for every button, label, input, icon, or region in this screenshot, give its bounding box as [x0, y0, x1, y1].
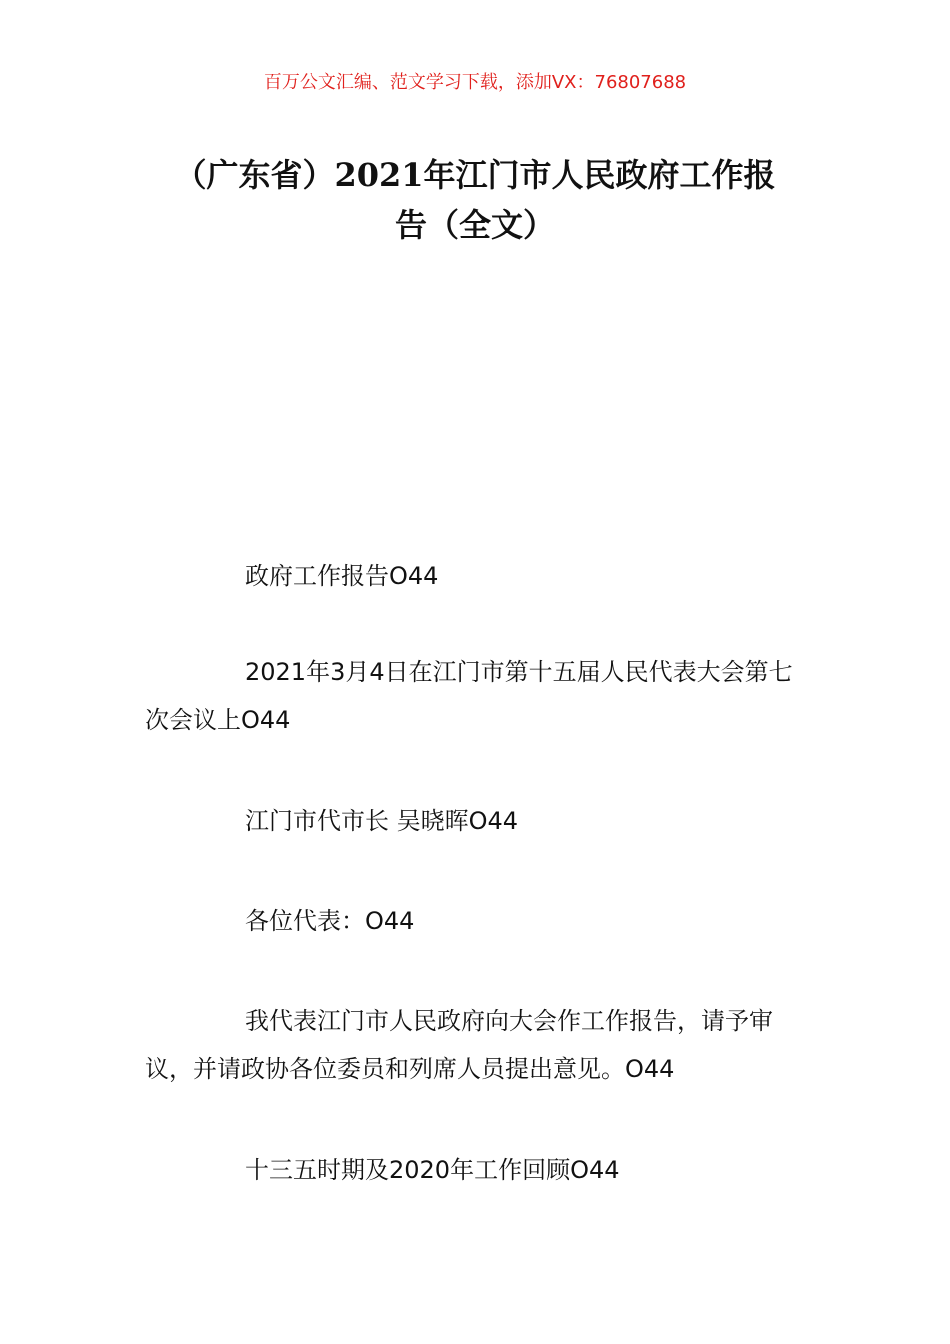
paragraph-speaker: 江门市代市长 吴晓晖O44: [245, 807, 519, 835]
paragraph-opening: 我代表江门市人民政府向大会作工作报告，请予审议，并请政协各位委员和列席人员提出意见。O44: [145, 1007, 773, 1083]
paragraph-section-review: 十三五时期及2020年工作回顾O44: [245, 1156, 620, 1184]
paragraph-meeting-date: 2021年3月4日在江门市第十五届人民代表大会第七次会议上O44: [145, 658, 793, 734]
document-title-line-2: 告（全文）: [394, 206, 555, 244]
paragraph-salutation: 各位代表：O44: [245, 907, 415, 935]
document-title-line-1: （广东省）2021年江门市人民政府工作报: [174, 156, 776, 194]
header-promo-note: 百万公文汇编、范文学习下载，添加VX：76807688: [263, 72, 687, 93]
paragraph-report-heading: 政府工作报告O44: [245, 562, 439, 590]
